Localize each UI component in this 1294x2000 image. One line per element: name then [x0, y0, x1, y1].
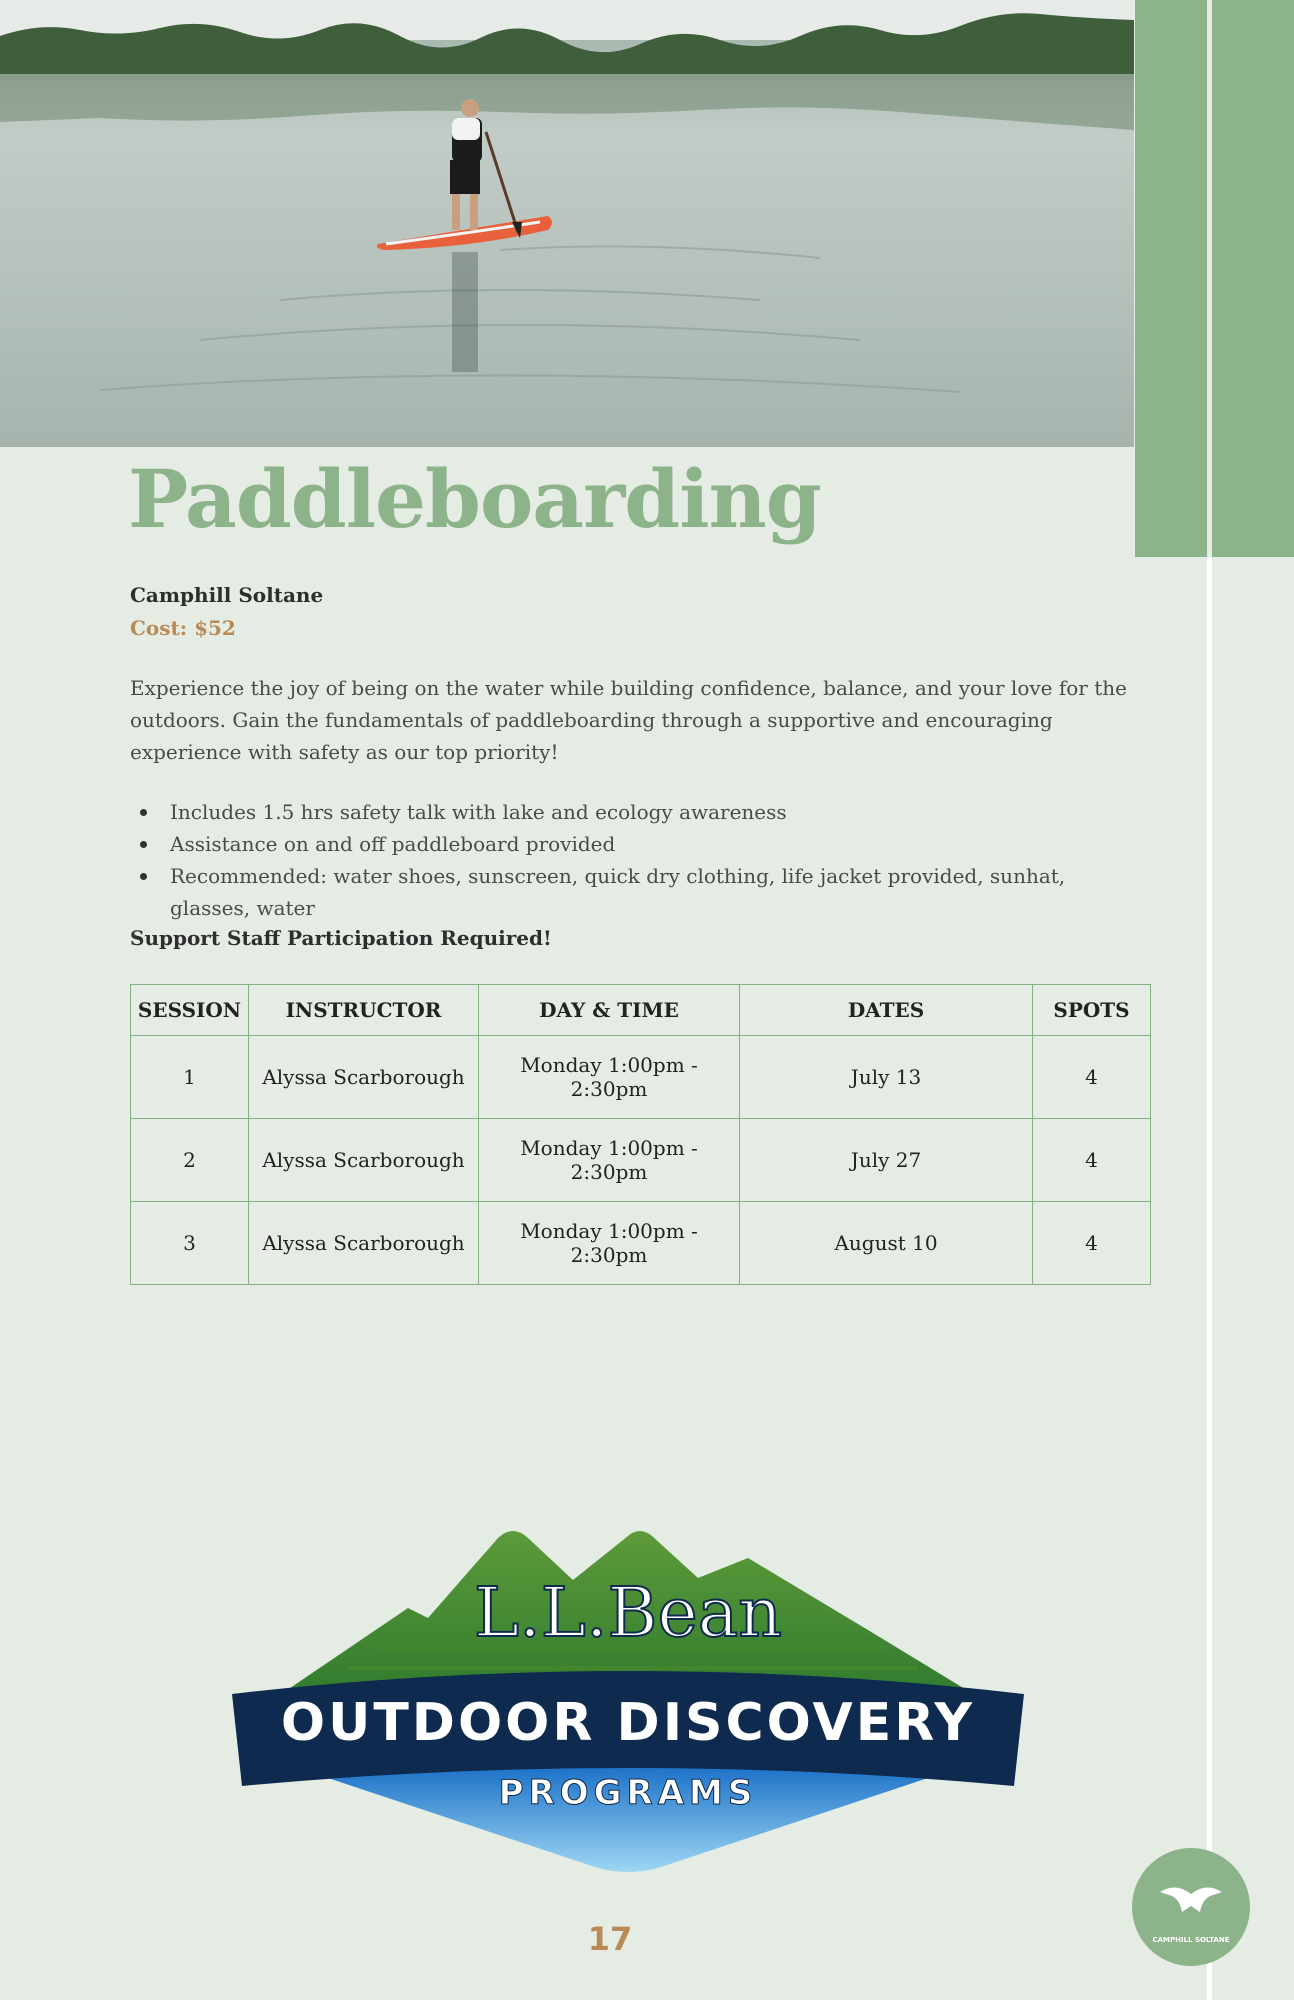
lake-scene-illustration: [0, 0, 1134, 447]
dates-cell: July 13: [740, 1036, 1033, 1119]
day-time-cell: Monday 1:00pm - 2:30pm: [479, 1036, 740, 1119]
decorative-bar-right: [1212, 0, 1294, 557]
badge-text: CAMPHILL SOLTANE: [1152, 1936, 1230, 1944]
dates-cell: August 10: [740, 1202, 1033, 1285]
table-header-row: [131, 985, 1151, 1036]
page-number: 17: [587, 1920, 633, 1958]
paddleboarder-photo: [0, 0, 1134, 447]
table-row: [131, 1036, 1151, 1119]
header-session: SESSION: [131, 985, 249, 1036]
llbean-outdoor-discovery-logo: [228, 1518, 1028, 1874]
spots-cell: 4: [1033, 1036, 1151, 1119]
session-cell: 2: [131, 1119, 249, 1202]
table-row: [131, 1202, 1151, 1285]
logo-brand-text: L.L.Bean: [473, 1574, 783, 1653]
program-title: Paddleboarding: [128, 452, 821, 546]
logo-line2-text: PROGRAMS: [498, 1773, 758, 1813]
badge-graphic: [1132, 1848, 1250, 1966]
program-cost: Cost: $52: [130, 616, 236, 640]
day-time-cell: Monday 1:00pm - 2:30pm: [479, 1119, 740, 1202]
instructor-cell: Alyssa Scarborough: [249, 1036, 479, 1119]
decorative-bar-left: [1135, 0, 1207, 557]
session-cell: 3: [131, 1202, 249, 1285]
header-day-time: DAY & TIME: [479, 985, 740, 1036]
list-item: Assistance on and off paddleboard provided: [130, 828, 1140, 860]
header-instructor: INSTRUCTOR: [249, 985, 479, 1036]
session-cell: 1: [131, 1036, 249, 1119]
dates-cell: July 27: [740, 1119, 1033, 1202]
header-dates: DATES: [740, 985, 1033, 1036]
instructor-cell: Alyssa Scarborough: [249, 1202, 479, 1285]
list-item: Recommended: water shoes, sunscreen, quick dry clothing, life jacket provided, sunhat, glasses, water: [130, 860, 1140, 924]
logo-graphic: [228, 1518, 1028, 1874]
decorative-vertical-line: [1207, 557, 1212, 2000]
program-location: Camphill Soltane: [130, 583, 324, 607]
logo-line1-text: OUTDOOR DISCOVERY: [280, 1693, 976, 1753]
session-schedule-table: [130, 984, 1151, 1285]
program-details-list: [130, 796, 1140, 924]
spots-cell: 4: [1033, 1202, 1151, 1285]
header-spots: SPOTS: [1033, 985, 1151, 1036]
day-time-cell: Monday 1:00pm - 2:30pm: [479, 1202, 740, 1285]
support-staff-note: Support Staff Participation Required!: [130, 926, 552, 950]
spots-cell: 4: [1033, 1119, 1151, 1202]
program-description: Experience the joy of being on the water while building confidence, balance, and your love for the outdoors. Gain the fundamentals of paddleboarding through a supportive and encouraging experience with safety as our top priority!: [130, 676, 1127, 764]
camphill-soltane-badge: [1132, 1848, 1250, 1966]
table-row: [131, 1119, 1151, 1202]
list-item: Includes 1.5 hrs safety talk with lake and ecology awareness: [130, 796, 1140, 828]
instructor-cell: Alyssa Scarborough: [249, 1119, 479, 1202]
